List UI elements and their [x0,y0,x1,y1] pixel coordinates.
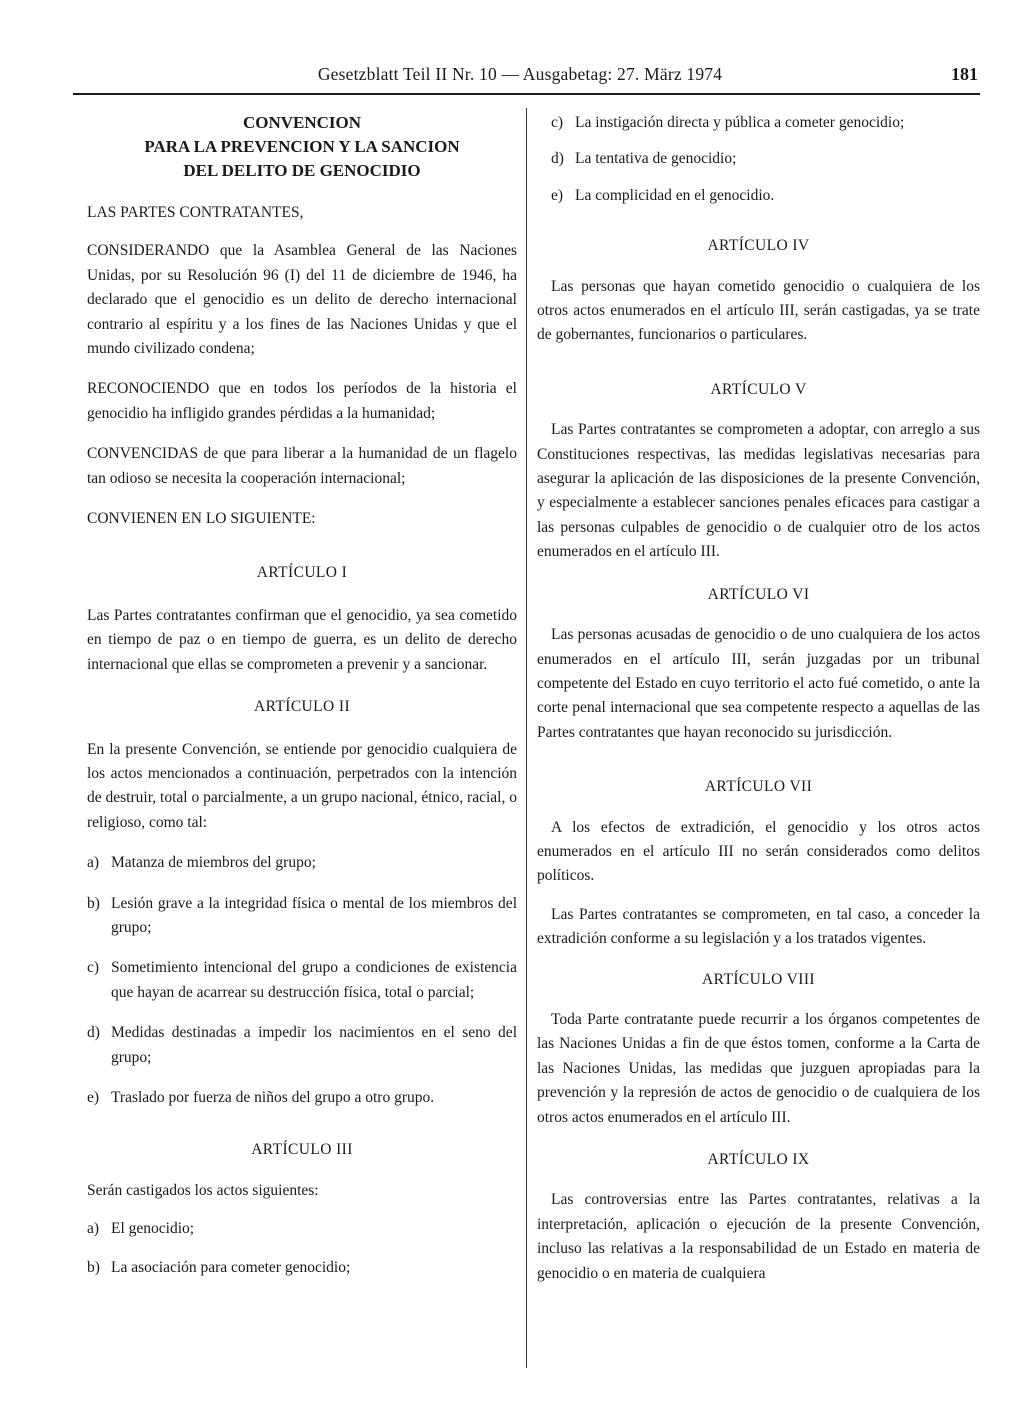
convienen-line: CONVIENEN EN LO SIGUIENTE: [87,510,316,528]
article-3-heading: ARTÍCULO III [251,1141,353,1159]
article-9-text: Las controversias entre las Partes contratantes, relativas a la interpretación, aplicación o ejecución de la presente Convención, incluso las relativas a la responsabilidad de un Estado en materia de genocidio o en materia de cualquiera [537,1191,980,1282]
item-label: d) [551,150,564,168]
article-7-text-2: Las Partes contratantes se comprometen, en tal caso, a conceder la extradición conforme a su legislación y a los tratados vigentes. [537,905,980,948]
page-number: 181 [951,64,978,84]
item-text: La asociación para cometer genocidio; [111,1258,351,1276]
item-text: El genocidio; [111,1220,195,1238]
item-text: Medidas destinadas a impedir los nacimientos en el seno del grupo; [111,1024,517,1066]
item-label: b) [87,1258,100,1276]
reconociendo-paragraph: RECONOCIENDO que en todos los períodos de la historia el genocidio ha infligido grandes pérdidas a la humanidad; [87,380,517,422]
article-7-text-1: A los efectos de extradición, el genocidio y los otros actos enumerados en el artículo III no serán considerados como delitos políticos. [537,818,980,885]
convencidas-paragraph: CONVENCIDAS de que para liberar a la humanidad de un flagelo tan odioso se necesita la cooperación internacional; [87,445,517,487]
title-line-1: CONVENCION [242,113,362,132]
article-3-item [87,1256,517,1280]
article-2-item [87,851,517,875]
article-3-item [537,111,980,135]
article-2-item [87,1086,517,1110]
article-8-text: Toda Parte contratante puede recurrir a los órganos competentes de las Naciones Unidas a fin de que éstos tomen, conforme a la Carta de las Naciones Unidas, las medidas que juzguen apropiadas para la prevención y la represión de actos de genocidio o de cualquiera de los otros actos enumerados en el artículo III. [537,1010,980,1126]
article-2-item [87,892,517,941]
article-1-text: Las Partes contratantes confirman que el genocidio, ya sea cometido en tiempo de paz o en tiempo de guerra, es un delito de derecho internacional que ellas se comprometen a prevenir y a sancionar. [87,606,517,673]
item-text: Traslado por fuerza de niños del grupo a otro grupo. [111,1088,435,1106]
article-3-item [537,147,980,171]
item-label: c) [551,114,564,131]
item-text: Lesión grave a la integridad física o mental de los miembros del grupo; [111,894,517,936]
article-6-heading: ARTÍCULO VI [707,585,810,603]
item-label: a) [87,1220,100,1238]
column-divider [526,108,527,1368]
item-label: c) [87,959,100,977]
item-label: e) [551,186,564,204]
item-text: La tentativa de genocidio; [575,150,737,168]
considerando-paragraph: CONSIDERANDO que la Asamblea General de las Naciones Unidas, por su Resolución 96 (I) del 11 de diciembre de 1946, ha declarado que el genocidio es un delito de derecho internacional contrario al espíritu y a los fines de las Naciones Unidas y que el mundo civilizado condena; [87,242,517,358]
article-2-text: En la presente Convención, se entiende por genocidio cualquiera de los actos mencionados a continuación, perpetrados con la intención de destruir, total o parcialmente, a un grupo nacional, étnico, racial, o religioso, como tal: [87,740,517,831]
item-text: La complicidad en el genocidio. [575,186,775,204]
item-text: Matanza de miembros del grupo; [111,854,316,872]
right-column [537,111,980,1286]
item-label: a) [87,854,100,872]
running-header: Gesetzblatt Teil II Nr. 10 — Ausgabetag: 27. März 1974 [317,64,723,84]
article-2-item [87,1021,517,1070]
item-label: e) [87,1088,100,1106]
article-5-heading: ARTÍCULO V [710,380,807,398]
article-2-heading: ARTÍCULO II [253,698,351,716]
article-3-intro: Serán castigados los actos siguientes: [87,1181,319,1199]
article-9-heading: ARTÍCULO IX [707,1151,810,1168]
item-label: d) [87,1024,100,1042]
article-1-heading: ARTÍCULO I [256,564,348,582]
article-4-heading: ARTÍCULO IV [707,237,810,255]
left-column [87,111,517,1280]
article-3-item [537,184,980,208]
article-6-text: Las personas acusadas de genocidio o de uno cualquiera de los actos enumerados en el artículo III, serán juzgadas por un tribunal competente del Estado en cuyo territorio el acto fué cometido, o ante la corte penal internacional que sea competente respecto a aquellas de las Partes contratantes que hayan reconocido su jurisdicción. [537,626,980,741]
article-2-item [87,956,517,1005]
header-rule [73,93,980,95]
article-4-text: Las personas que hayan cometido genocidio o cualquiera de los otros actos enumerados en el artículo III, serán castigadas, ya se trate de gobernantes, funcionarios o particulares. [537,277,980,344]
item-label: b) [87,894,100,912]
item-text: Sometimiento intencional del grupo a condiciones de existencia que hayan de acarrear su destrucción física, total o parcial; [111,959,517,1001]
article-8-heading: ARTÍCULO VIII [702,970,815,988]
article-7-heading: ARTÍCULO VII [704,778,813,796]
parties-line: LAS PARTES CONTRATANTES, [87,204,304,221]
article-5-text: Las Partes contratantes se comprometen a adoptar, con arreglo a sus Constituciones respectivas, las medidas legislativas necesarias para asegurar la aplicación de las disposiciones de la presente Convención, y especialmente a establecer sanciones penales eficaces para castigar a las personas culpables de genocidio o de cualquier otro de los actos enumerados en el artículo III. [537,421,980,561]
document-title [87,111,517,183]
title-line-3: DEL DELITO DE GENOCIDIO [183,161,421,180]
title-line-2: PARA LA PREVENCION Y LA SANCION [144,137,460,156]
item-text: La instigación directa y pública a cometer genocidio; [575,114,905,131]
article-3-item [87,1217,517,1241]
